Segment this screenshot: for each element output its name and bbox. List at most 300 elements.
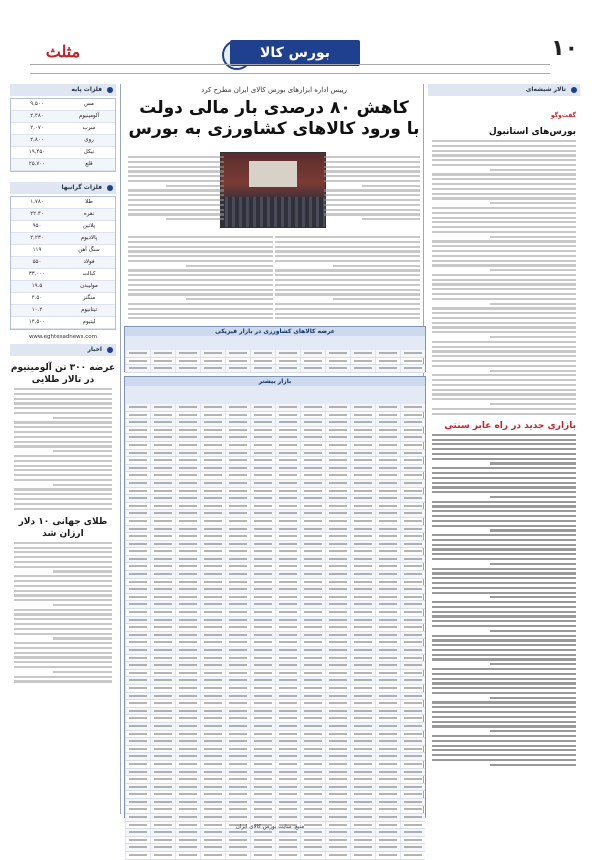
table-cell [375, 814, 400, 821]
table-cell [400, 769, 425, 776]
text-line [432, 255, 576, 257]
table-row [125, 442, 425, 450]
precious-header [10, 182, 116, 194]
table-cell [350, 465, 375, 472]
text-line [432, 240, 576, 242]
table-cell [125, 655, 150, 662]
table-cell [125, 526, 150, 533]
table-cell [350, 639, 375, 646]
text-line [432, 346, 576, 348]
table-cell [250, 806, 275, 813]
table-row [125, 632, 425, 640]
text-line [128, 260, 273, 262]
table-cell [300, 579, 325, 586]
table-cell [200, 617, 225, 624]
table-cell [325, 358, 350, 365]
table-cell [175, 624, 200, 631]
table-cell [150, 632, 175, 639]
table-cell [175, 731, 200, 738]
text-line [432, 212, 576, 214]
table-cell [225, 579, 250, 586]
table-cell [350, 526, 375, 533]
market-table [124, 376, 426, 818]
table-cell [325, 723, 350, 730]
table-cell [350, 518, 375, 525]
table-cell [375, 510, 400, 517]
table-cell [150, 677, 175, 684]
metal-name: فولاد [83, 259, 95, 265]
text-line [14, 676, 112, 678]
text-line [275, 284, 420, 286]
table-cell [250, 609, 275, 616]
text-line [432, 482, 576, 484]
table-cell [250, 358, 275, 365]
table-row [125, 450, 425, 458]
table-cell [350, 495, 375, 502]
table-cell [175, 510, 200, 517]
text-line [490, 563, 576, 565]
table-cell [350, 442, 375, 449]
text-line [128, 241, 273, 243]
table-cell [225, 746, 250, 753]
table-cell [325, 647, 350, 654]
table-cell [275, 419, 300, 426]
table-row [11, 233, 115, 245]
table-cell [375, 495, 400, 502]
table-cell [225, 655, 250, 662]
table-cell [125, 738, 150, 745]
table-title: فلزات گرانبها [61, 184, 102, 191]
table-cell [300, 799, 325, 806]
table-row [125, 495, 425, 503]
table-cell [375, 450, 400, 457]
table-cell [250, 434, 275, 441]
right-section-header [428, 84, 580, 96]
text-line [432, 260, 576, 262]
text-line [432, 312, 576, 314]
text-line [14, 613, 112, 615]
metal-name: مس [84, 101, 94, 107]
article-title: بورس‌های استانبول [488, 127, 576, 137]
table-cell [375, 632, 400, 639]
table-cell [300, 731, 325, 738]
table-cell [250, 700, 275, 707]
metal-name: پلاتین [82, 223, 96, 229]
table-cell [275, 533, 300, 540]
table-cell [400, 434, 425, 441]
table-cell [125, 761, 150, 768]
headline-line-2: با ورود کالاهای کشاورزی به بورس [128, 119, 420, 139]
table-cell [400, 518, 425, 525]
table-cell [400, 814, 425, 821]
table-row [125, 738, 425, 746]
text-line [275, 260, 420, 262]
table-row [11, 317, 115, 329]
text-line [128, 317, 273, 319]
table-cell [175, 609, 200, 616]
table-cell [225, 434, 250, 441]
table-cell [150, 806, 175, 813]
text-line [432, 250, 576, 252]
table-cell [375, 685, 400, 692]
table-cell [400, 556, 425, 563]
text-line [275, 236, 420, 238]
table-cell [150, 852, 175, 859]
table-cell [225, 677, 250, 684]
table-cell [275, 601, 300, 608]
table-row [125, 806, 425, 814]
table-row [11, 135, 115, 147]
table-cell [350, 586, 375, 593]
table-cell [350, 723, 375, 730]
table-cell [150, 450, 175, 457]
table-cell [250, 617, 275, 624]
table-cell [125, 685, 150, 692]
table-cell [125, 624, 150, 631]
table-cell [300, 556, 325, 563]
table-cell [150, 769, 175, 776]
table-cell [325, 350, 350, 357]
text-line [128, 189, 224, 191]
text-line [432, 668, 576, 670]
article-tag: گفت‌وگو [550, 112, 576, 119]
table-cell [375, 404, 400, 411]
table-row [125, 472, 425, 480]
text-line [14, 407, 112, 409]
table-cell [375, 601, 400, 608]
table-cell [200, 670, 225, 677]
table-cell [400, 700, 425, 707]
table-cell [125, 708, 150, 715]
table-row [125, 541, 425, 549]
text-line [324, 156, 420, 158]
table-cell [275, 670, 300, 677]
table-cell [250, 488, 275, 495]
text-line [432, 706, 576, 708]
table-cell [150, 700, 175, 707]
article-body-2 [432, 434, 576, 766]
table-cell [250, 632, 275, 639]
table-cell [350, 601, 375, 608]
table-cell [250, 693, 275, 700]
table-cell [150, 533, 175, 540]
precious-metals-table [10, 196, 116, 330]
table-cell [275, 632, 300, 639]
table-cell [325, 465, 350, 472]
table-cell [225, 571, 250, 578]
table-cell [325, 776, 350, 783]
table-cell [250, 761, 275, 768]
table-cell [225, 632, 250, 639]
table-cell [125, 753, 150, 760]
table-cell [275, 434, 300, 441]
table-cell [225, 639, 250, 646]
text-line [14, 508, 112, 510]
table-cell [275, 708, 300, 715]
table-cell [325, 571, 350, 578]
table-cell [400, 548, 425, 555]
table-cell [150, 404, 175, 411]
table-cell [175, 844, 200, 851]
table-cell [350, 814, 375, 821]
table-cell [225, 488, 250, 495]
table-cell [325, 844, 350, 851]
table-cell [175, 852, 200, 859]
text-line [432, 389, 576, 391]
table-cell [225, 586, 250, 593]
text-line [166, 185, 224, 187]
table-cell [125, 548, 150, 555]
table-cell [300, 480, 325, 487]
text-line [432, 553, 576, 555]
table-cell [400, 852, 425, 859]
table-cell [125, 503, 150, 510]
table-cell [125, 419, 150, 426]
table-cell [200, 465, 225, 472]
table-cell [225, 776, 250, 783]
table-cell [200, 563, 225, 570]
text-line [432, 501, 576, 503]
table-cell [375, 693, 400, 700]
text-line [432, 453, 576, 455]
text-line [275, 313, 420, 315]
table-cell [250, 518, 275, 525]
text-line [14, 590, 112, 592]
text-line [324, 199, 420, 201]
table-cell [325, 541, 350, 548]
table-cell [125, 647, 150, 654]
table-cell [200, 677, 225, 684]
table-cell [375, 586, 400, 593]
text-line [432, 711, 576, 713]
table-cell [350, 488, 375, 495]
table-cell [350, 404, 375, 411]
text-line [432, 568, 576, 570]
table-cell [225, 723, 250, 730]
table-cell [300, 563, 325, 570]
text-line [490, 529, 576, 531]
text-line [14, 388, 112, 390]
text-line [275, 308, 420, 310]
table-cell [150, 503, 175, 510]
kicker: رییس اداره ابزارهای بورس کالای ایران مطرح کرد [201, 86, 347, 94]
text-line [275, 289, 420, 291]
bullet-icon [107, 185, 113, 191]
table-cell [175, 488, 200, 495]
table-cell [125, 601, 150, 608]
table-cell [250, 776, 275, 783]
metal-name: آلومینیوم [78, 113, 100, 119]
text-line [324, 194, 420, 196]
table-row [125, 791, 425, 799]
table-cell [125, 784, 150, 791]
table-cell [375, 844, 400, 851]
table-cell [150, 655, 175, 662]
table-cell [200, 791, 225, 798]
table-row [125, 844, 425, 852]
table-cell [125, 632, 150, 639]
table-cell [125, 715, 150, 722]
table-cell [200, 761, 225, 768]
text-line [128, 199, 224, 201]
table-cell [325, 617, 350, 624]
table-cell [350, 503, 375, 510]
table-cell [250, 677, 275, 684]
table-row [125, 670, 425, 678]
news-body [14, 388, 112, 510]
table-cell [175, 799, 200, 806]
table-cell [150, 365, 175, 372]
table-cell [300, 518, 325, 525]
table-row [125, 708, 425, 716]
table-cell [125, 693, 150, 700]
table-cell [150, 518, 175, 525]
table-cell [300, 723, 325, 730]
table-cell [275, 639, 300, 646]
table-cell [300, 365, 325, 372]
text-line [128, 180, 224, 182]
table-cell [250, 601, 275, 608]
table-cell [375, 412, 400, 419]
table-cell [125, 586, 150, 593]
website-url[interactable]: www.eghtesadnews.com [28, 334, 98, 340]
text-line [432, 687, 576, 689]
text-line [14, 542, 112, 544]
table-cell [200, 746, 225, 753]
table-cell [275, 609, 300, 616]
table-cell [250, 404, 275, 411]
table-cell [125, 579, 150, 586]
partner-logo: مثلث [45, 41, 81, 61]
article-body [432, 140, 576, 415]
table-cell [125, 350, 150, 357]
table-cell [175, 419, 200, 426]
table-cell [325, 526, 350, 533]
table-cell [150, 472, 175, 479]
section-label: تالار شیشه‌ای [525, 86, 566, 93]
table-cell [400, 761, 425, 768]
table-cell [300, 829, 325, 836]
table-cell [250, 784, 275, 791]
table-row [125, 837, 425, 845]
table-row [125, 731, 425, 739]
table-cell [325, 427, 350, 434]
table-cell [300, 465, 325, 472]
text-line [14, 575, 112, 577]
table-cell [375, 655, 400, 662]
table-cell [150, 624, 175, 631]
metal-name: روی [84, 137, 94, 143]
text-line [432, 740, 576, 742]
text-line [490, 496, 576, 498]
headline-line-1: کاهش ۸۰ درصدی بار مالی دولت [139, 98, 409, 118]
metal-name: لیتیوم [82, 319, 96, 325]
table-cell [175, 427, 200, 434]
table-cell [250, 791, 275, 798]
bullet-icon [107, 87, 113, 93]
text-line [14, 421, 112, 423]
table-cell [375, 837, 400, 844]
table-cell [400, 495, 425, 502]
metal-name: نقره [83, 211, 95, 217]
table-cell [325, 556, 350, 563]
table-cell [300, 776, 325, 783]
text-line [128, 289, 273, 291]
table-row [125, 769, 425, 777]
table-cell [200, 503, 225, 510]
table-cell [150, 776, 175, 783]
table-cell [325, 837, 350, 844]
table-cell [400, 731, 425, 738]
table-cell [400, 776, 425, 783]
text-line [490, 169, 576, 171]
table-cell [275, 761, 300, 768]
table-cell [300, 472, 325, 479]
table-cell [375, 358, 400, 365]
table-cell [350, 350, 375, 357]
text-line [14, 398, 112, 400]
table-cell [125, 852, 150, 859]
table-cell [375, 480, 400, 487]
table-title: عرضه کالاهای کشاورزی در بازار فیزیکی [125, 327, 425, 336]
table-cell [200, 685, 225, 692]
text-line [432, 658, 576, 660]
table-cell [275, 358, 300, 365]
table-cell [250, 586, 275, 593]
body-column-left [128, 236, 273, 322]
table-row [11, 99, 115, 111]
text-line [432, 592, 576, 594]
text-line [432, 558, 576, 560]
table-row [125, 586, 425, 594]
text-line [432, 360, 576, 362]
metal-price: ۲,۸۰۰ [30, 137, 44, 143]
text-line [128, 213, 224, 215]
table-row [125, 829, 425, 837]
table-cell [300, 541, 325, 548]
table-cell [200, 450, 225, 457]
text-line [14, 547, 112, 549]
table-cell [175, 806, 200, 813]
table-cell [125, 533, 150, 540]
table-row [125, 693, 425, 701]
text-line [432, 572, 576, 574]
table-cell [375, 556, 400, 563]
stage-screen [249, 161, 297, 187]
text-line [432, 384, 576, 386]
table-cell [150, 495, 175, 502]
bullet-icon [107, 347, 113, 353]
table-cell [250, 639, 275, 646]
table-cell [350, 541, 375, 548]
table-cell [175, 556, 200, 563]
table-cell [200, 601, 225, 608]
table-cell [275, 350, 300, 357]
table-cell [150, 799, 175, 806]
table-cell [400, 541, 425, 548]
table-cell [125, 563, 150, 570]
metal-price: ۹۵۰ [32, 223, 42, 229]
table-cell [175, 548, 200, 555]
table-cell [275, 685, 300, 692]
table-cell [175, 365, 200, 372]
metal-name: سرب [82, 125, 96, 131]
table-cell [175, 685, 200, 692]
text-line [432, 274, 576, 276]
table-cell [300, 601, 325, 608]
table-cell [300, 761, 325, 768]
table-cell [275, 677, 300, 684]
